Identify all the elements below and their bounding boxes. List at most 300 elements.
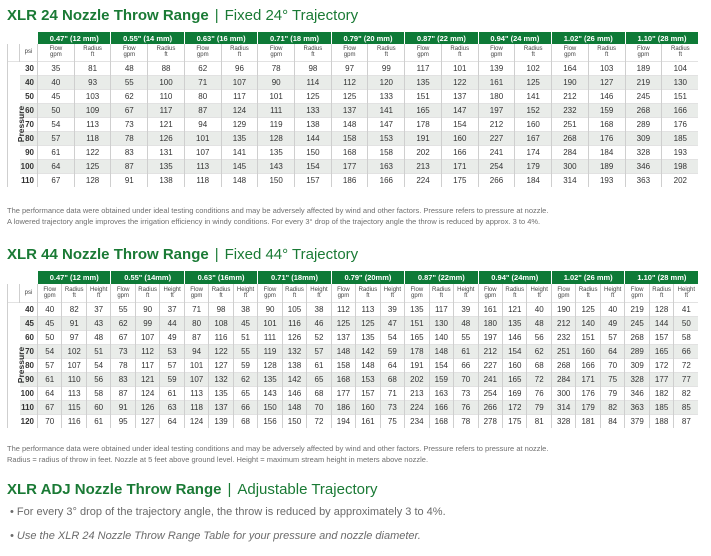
table-cell: 111 xyxy=(258,103,295,117)
table-cell: 148 xyxy=(331,344,355,358)
table-cell: 166 xyxy=(576,358,600,372)
table-cell: 193 xyxy=(662,145,699,159)
table-cell: 104 xyxy=(662,61,699,75)
table-cell: 146 xyxy=(503,330,527,344)
table-cell: 50 xyxy=(38,103,75,117)
table-cell: 300 xyxy=(552,159,589,173)
psi-value: 90 xyxy=(20,145,38,159)
table-cell: 56 xyxy=(527,330,551,344)
table-cell: 75 xyxy=(380,414,404,428)
height-column-label: Height ft xyxy=(86,284,111,302)
table-cell: 85 xyxy=(674,400,698,414)
table-row xyxy=(8,131,699,145)
table-cell: 48 xyxy=(454,316,478,330)
flow-column-label: Flow gpm xyxy=(405,284,429,302)
table-cell: 118 xyxy=(184,173,221,187)
title-separator: | xyxy=(227,481,232,498)
table-cell: 58 xyxy=(674,330,698,344)
table-cell: 68 xyxy=(233,414,257,428)
table-cell: 55 xyxy=(111,302,135,316)
table-cell: 184 xyxy=(515,173,552,187)
table-cell: 122 xyxy=(74,145,111,159)
table-cell: 91 xyxy=(62,316,86,330)
table-cell: 40 xyxy=(600,302,625,316)
table-cell: 284 xyxy=(551,372,575,386)
table-cell: 140 xyxy=(576,316,600,330)
flow-column-label: Flow gpm xyxy=(184,44,221,61)
table-cell: 135 xyxy=(356,330,380,344)
table-cell: 37 xyxy=(86,302,111,316)
table-cell: 57 xyxy=(600,330,625,344)
table-cell: 154 xyxy=(429,358,453,372)
table-cell: 82 xyxy=(62,302,86,316)
table-cell: 124 xyxy=(184,414,208,428)
table-cell: 87 xyxy=(184,103,221,117)
flow-column-label: Flow gpm xyxy=(552,44,589,61)
table-cell: 328 xyxy=(625,145,662,159)
table-cell: 146 xyxy=(282,386,306,400)
table-cell: 62 xyxy=(233,372,257,386)
table-cell: 148 xyxy=(282,400,306,414)
nozzle-size-header: 0.63" (16 mm) xyxy=(184,32,257,44)
table-cell: 178 xyxy=(405,344,429,358)
table-cell: 84 xyxy=(600,414,625,428)
nozzle-size-header: 1.02" (26 mm) xyxy=(552,32,625,44)
table-cell: 96 xyxy=(221,61,258,75)
table-cell: 197 xyxy=(478,330,502,344)
table-cell: 59 xyxy=(233,358,257,372)
table-row xyxy=(8,330,699,344)
table-cell: 64 xyxy=(380,358,404,372)
table-cell: 121 xyxy=(503,302,527,316)
table-cell: 177 xyxy=(649,372,673,386)
height-column-label: Height ft xyxy=(380,284,404,302)
table-row xyxy=(8,414,699,428)
xlr44-title xyxy=(7,246,358,263)
table-cell: 154 xyxy=(503,344,527,358)
table-cell: 54 xyxy=(380,330,404,344)
psi-value: 90 xyxy=(20,372,38,386)
table-cell: 47 xyxy=(380,316,404,330)
table-cell: 72 xyxy=(527,372,551,386)
table-cell: 109 xyxy=(74,103,111,117)
table-cell: 135 xyxy=(503,316,527,330)
table-cell: 165 xyxy=(503,372,527,386)
table-cell: 113 xyxy=(356,302,380,316)
table-cell: 212 xyxy=(552,89,589,103)
table-cell: 148 xyxy=(429,344,453,358)
table-cell: 138 xyxy=(148,173,185,187)
table-cell: 107 xyxy=(184,372,208,386)
table-cell: 57 xyxy=(307,344,331,358)
side-blank xyxy=(8,284,20,302)
table-cell: 54 xyxy=(38,344,62,358)
table-cell: 45 xyxy=(38,89,75,103)
table-cell: 41 xyxy=(674,302,698,316)
table-cell: 73 xyxy=(380,400,404,414)
table-cell: 121 xyxy=(135,372,159,386)
table-cell: 171 xyxy=(441,159,478,173)
table-cell: 127 xyxy=(588,75,625,89)
nozzle-size-header: 1.10" (28 mm) xyxy=(625,271,698,284)
psi-value: 70 xyxy=(20,344,38,358)
table-cell: 49 xyxy=(160,330,184,344)
table-cell: 251 xyxy=(551,344,575,358)
table-cell: 48 xyxy=(527,316,551,330)
table-cell: 117 xyxy=(405,61,442,75)
table-cell: 93 xyxy=(74,75,111,89)
table-cell: 164 xyxy=(552,61,589,75)
table-cell: 98 xyxy=(209,302,233,316)
table-row xyxy=(8,75,699,89)
table-row xyxy=(8,358,699,372)
xlradj-title xyxy=(7,481,377,498)
table-cell: 108 xyxy=(209,316,233,330)
table-cell: 73 xyxy=(454,386,478,400)
table-row xyxy=(8,103,699,117)
table-cell: 56 xyxy=(86,372,111,386)
table-cell: 314 xyxy=(551,400,575,414)
table-cell: 138 xyxy=(295,117,332,131)
table-cell: 160 xyxy=(515,117,552,131)
flow-column-label: Flow gpm xyxy=(478,284,502,302)
table-cell: 158 xyxy=(331,358,355,372)
table-cell: 50 xyxy=(674,316,698,330)
nozzle-size-header: 0.87" (22mm) xyxy=(405,271,478,284)
table-cell: 161 xyxy=(356,414,380,428)
table-cell: 99 xyxy=(368,61,405,75)
xlr24-table xyxy=(7,32,698,187)
table-cell: 159 xyxy=(588,103,625,117)
table-cell: 117 xyxy=(135,358,159,372)
psi-value: 60 xyxy=(20,330,38,344)
table-cell: 73 xyxy=(111,117,148,131)
xlr24-title-subtitle: Fixed 24° Trajectory xyxy=(224,7,359,24)
pressure-label-text: Pressure xyxy=(16,106,27,143)
table-cell: 158 xyxy=(331,131,368,145)
table-cell: 97 xyxy=(331,61,368,75)
psi-value: 80 xyxy=(20,131,38,145)
table-cell: 126 xyxy=(282,330,306,344)
table-cell: 68 xyxy=(380,372,404,386)
table-cell: 115 xyxy=(62,400,86,414)
table-cell: 52 xyxy=(307,330,331,344)
xlr24-note-1: The performance data were obtained under ideal testing conditions and may be adversely affected by wind and other factors. Pressure refers to pressure at nozzle. xyxy=(7,206,549,215)
table-cell: 245 xyxy=(625,89,662,103)
table-cell: 78 xyxy=(111,358,135,372)
flow-column-label: Flow gpm xyxy=(331,284,355,302)
table-cell: 300 xyxy=(551,386,575,400)
height-column-label: Height ft xyxy=(233,284,257,302)
table-cell: 182 xyxy=(649,386,673,400)
table-cell: 105 xyxy=(282,302,306,316)
table-cell: 190 xyxy=(552,75,589,89)
table-cell: 314 xyxy=(552,173,589,187)
table-row xyxy=(8,159,699,173)
table-cell: 46 xyxy=(307,316,331,330)
table-cell: 278 xyxy=(478,414,502,428)
psi-value: 120 xyxy=(20,414,38,428)
table-cell: 128 xyxy=(258,358,282,372)
header-corner xyxy=(8,32,38,44)
table-cell: 82 xyxy=(674,386,698,400)
header-corner xyxy=(8,271,38,284)
table-cell: 122 xyxy=(209,344,233,358)
flow-column-label: Flow gpm xyxy=(258,44,295,61)
table-cell: 78 xyxy=(258,61,295,75)
psi-value: 30 xyxy=(20,61,38,75)
table-cell: 177 xyxy=(331,386,355,400)
psi-value: 60 xyxy=(20,103,38,117)
table-cell: 137 xyxy=(331,330,355,344)
height-column-label: Height ft xyxy=(307,284,331,302)
table-cell: 328 xyxy=(625,372,649,386)
table-cell: 232 xyxy=(551,330,575,344)
table-cell: 137 xyxy=(441,89,478,103)
table-cell: 63 xyxy=(160,400,184,414)
flow-column-label: Flow gpm xyxy=(478,44,515,61)
table-cell: 65 xyxy=(233,386,257,400)
psi-value: 70 xyxy=(20,117,38,131)
table-cell: 193 xyxy=(588,173,625,187)
table-cell: 174 xyxy=(515,145,552,159)
table-cell: 346 xyxy=(625,159,662,173)
table-cell: 148 xyxy=(221,173,258,187)
table-cell: 90 xyxy=(258,302,282,316)
table-row xyxy=(8,89,699,103)
table-cell: 97 xyxy=(62,330,86,344)
table-cell: 112 xyxy=(331,75,368,89)
table-cell: 101 xyxy=(184,131,221,145)
radius-column-label: Radius ft xyxy=(62,284,86,302)
table-cell: 165 xyxy=(405,103,442,117)
table-cell: 116 xyxy=(282,316,306,330)
table-cell: 146 xyxy=(588,89,625,103)
table-cell: 72 xyxy=(674,358,698,372)
table-cell: 51 xyxy=(86,344,111,358)
table-cell: 168 xyxy=(331,372,355,386)
table-cell: 171 xyxy=(576,372,600,386)
table-cell: 158 xyxy=(368,145,405,159)
table-cell: 254 xyxy=(478,159,515,173)
height-column-label: Height ft xyxy=(674,284,698,302)
table-cell: 124 xyxy=(135,386,159,400)
flow-column-label: Flow gpm xyxy=(38,44,75,61)
table-cell: 212 xyxy=(551,316,575,330)
table-cell: 44 xyxy=(160,316,184,330)
xlradj-bullet-2: • Use the XLR 24 Nozzle Throw Range Table for your pressure and nozzle diameter. xyxy=(10,530,421,542)
table-cell: 81 xyxy=(527,414,551,428)
table-cell: 114 xyxy=(295,75,332,89)
table-cell: 185 xyxy=(662,131,699,145)
table-cell: 141 xyxy=(221,145,258,159)
table-cell: 198 xyxy=(662,159,699,173)
height-column-label: Height ft xyxy=(600,284,625,302)
table-cell: 128 xyxy=(649,302,673,316)
table-cell: 241 xyxy=(478,145,515,159)
table-cell: 159 xyxy=(429,372,453,386)
xlr24-title xyxy=(7,7,358,24)
nozzle-size-header: 0.79" (20 mm) xyxy=(331,32,404,44)
table-cell: 153 xyxy=(368,131,405,145)
nozzle-size-header: 0.55" (14 mm) xyxy=(111,32,184,44)
table-cell: 191 xyxy=(405,131,442,145)
table-cell: 212 xyxy=(478,117,515,131)
table-cell: 101 xyxy=(258,316,282,330)
radius-column-label: Radius ft xyxy=(221,44,258,61)
table-cell: 99 xyxy=(135,316,159,330)
table-cell: 66 xyxy=(454,358,478,372)
radius-column-label: Radius ft xyxy=(368,44,405,61)
table-cell: 188 xyxy=(649,414,673,428)
table-cell: 213 xyxy=(405,386,429,400)
psi-value: 45 xyxy=(20,316,38,330)
table-cell: 57 xyxy=(38,358,62,372)
table-cell: 178 xyxy=(405,117,442,131)
table-cell: 50 xyxy=(38,330,62,344)
table-cell: 176 xyxy=(662,117,699,131)
table-cell: 48 xyxy=(86,330,111,344)
table-cell: 179 xyxy=(515,159,552,173)
table-cell: 67 xyxy=(38,400,62,414)
table-cell: 73 xyxy=(111,344,135,358)
table-cell: 268 xyxy=(625,330,649,344)
table-cell: 234 xyxy=(405,414,429,428)
table-cell: 135 xyxy=(405,302,429,316)
table-cell: 90 xyxy=(258,75,295,89)
table-cell: 78 xyxy=(111,131,148,145)
table-cell: 160 xyxy=(576,344,600,358)
psi-value: 40 xyxy=(20,302,38,316)
table-cell: 309 xyxy=(625,131,662,145)
flow-column-label: Flow gpm xyxy=(258,284,282,302)
table-cell: 189 xyxy=(625,61,662,75)
table-cell: 132 xyxy=(282,344,306,358)
table-cell: 111 xyxy=(258,330,282,344)
table-cell: 118 xyxy=(184,400,208,414)
table-cell: 144 xyxy=(649,316,673,330)
table-cell: 150 xyxy=(258,173,295,187)
xlr44-title-subtitle: Fixed 44° Trajectory xyxy=(224,246,359,263)
table-cell: 163 xyxy=(429,386,453,400)
table-cell: 71 xyxy=(184,75,221,89)
radius-column-label: Radius ft xyxy=(135,284,159,302)
table-cell: 101 xyxy=(441,61,478,75)
flow-column-label: Flow gpm xyxy=(625,284,649,302)
radius-column-label: Radius ft xyxy=(74,44,111,61)
table-cell: 39 xyxy=(380,302,404,316)
table-cell: 128 xyxy=(74,173,111,187)
table-cell: 70 xyxy=(454,372,478,386)
table-cell: 64 xyxy=(38,159,75,173)
table-cell: 154 xyxy=(295,159,332,173)
table-cell: 151 xyxy=(576,330,600,344)
table-cell: 80 xyxy=(184,316,208,330)
table-row xyxy=(8,61,699,75)
table-cell: 117 xyxy=(429,302,453,316)
table-cell: 49 xyxy=(600,316,625,330)
table-row xyxy=(8,117,699,131)
table-cell: 184 xyxy=(588,145,625,159)
table-cell: 94 xyxy=(184,117,221,131)
table-cell: 61 xyxy=(86,414,111,428)
table-cell: 80 xyxy=(184,89,221,103)
table-cell: 213 xyxy=(405,159,442,173)
table-cell: 186 xyxy=(331,400,355,414)
radius-column-label: Radius ft xyxy=(148,44,185,61)
table-cell: 72 xyxy=(307,414,331,428)
table-cell: 40 xyxy=(38,75,75,89)
table-cell: 266 xyxy=(478,400,502,414)
nozzle-size-header: 0.94" (24 mm) xyxy=(478,32,551,44)
table-cell: 87 xyxy=(184,330,208,344)
table-cell: 176 xyxy=(588,131,625,145)
table-cell: 62 xyxy=(184,61,221,75)
table-cell: 94 xyxy=(184,344,208,358)
table-cell: 55 xyxy=(233,344,257,358)
table-cell: 251 xyxy=(552,117,589,131)
table-cell: 363 xyxy=(625,400,649,414)
table-row xyxy=(8,173,699,187)
table-cell: 107 xyxy=(62,358,86,372)
table-cell: 102 xyxy=(515,61,552,75)
table-cell: 219 xyxy=(625,302,649,316)
table-cell: 161 xyxy=(478,75,515,89)
xlradj-title-subtitle: Adjustable Trajectory xyxy=(237,481,378,498)
table-cell: 144 xyxy=(295,131,332,145)
radius-column-label: Radius ft xyxy=(295,44,332,61)
table-cell: 45 xyxy=(38,316,62,330)
table-cell: 266 xyxy=(478,173,515,187)
table-cell: 68 xyxy=(527,358,551,372)
radius-column-label: Radius ft xyxy=(282,284,306,302)
table-cell: 145 xyxy=(221,159,258,173)
table-cell: 147 xyxy=(441,103,478,117)
table-cell: 64 xyxy=(600,344,625,358)
table-cell: 113 xyxy=(184,386,208,400)
radius-column-label: Radius ft xyxy=(429,284,453,302)
table-cell: 126 xyxy=(135,400,159,414)
table-cell: 128 xyxy=(258,131,295,145)
table-cell: 39 xyxy=(454,302,478,316)
table-cell: 143 xyxy=(258,386,282,400)
table-cell: 125 xyxy=(356,316,380,330)
table-cell: 212 xyxy=(478,344,502,358)
table-cell: 151 xyxy=(662,89,699,103)
table-cell: 165 xyxy=(405,330,429,344)
table-cell: 57 xyxy=(38,131,75,145)
table-cell: 156 xyxy=(258,414,282,428)
table-cell: 66 xyxy=(674,344,698,358)
table-cell: 153 xyxy=(356,372,380,386)
table-cell: 43 xyxy=(86,316,111,330)
psi-label: psi xyxy=(20,44,38,61)
table-cell: 227 xyxy=(478,131,515,145)
table-cell: 142 xyxy=(282,372,306,386)
table-cell: 76 xyxy=(527,386,551,400)
table-cell: 116 xyxy=(209,330,233,344)
table-cell: 166 xyxy=(441,145,478,159)
table-cell: 157 xyxy=(649,330,673,344)
table-cell: 70 xyxy=(600,358,625,372)
flow-column-label: Flow gpm xyxy=(111,284,135,302)
radius-column-label: Radius ft xyxy=(441,44,478,61)
table-cell: 177 xyxy=(331,159,368,173)
table-cell: 254 xyxy=(478,386,502,400)
table-cell: 166 xyxy=(662,103,699,117)
table-cell: 55 xyxy=(111,75,148,89)
table-cell: 107 xyxy=(221,75,258,89)
